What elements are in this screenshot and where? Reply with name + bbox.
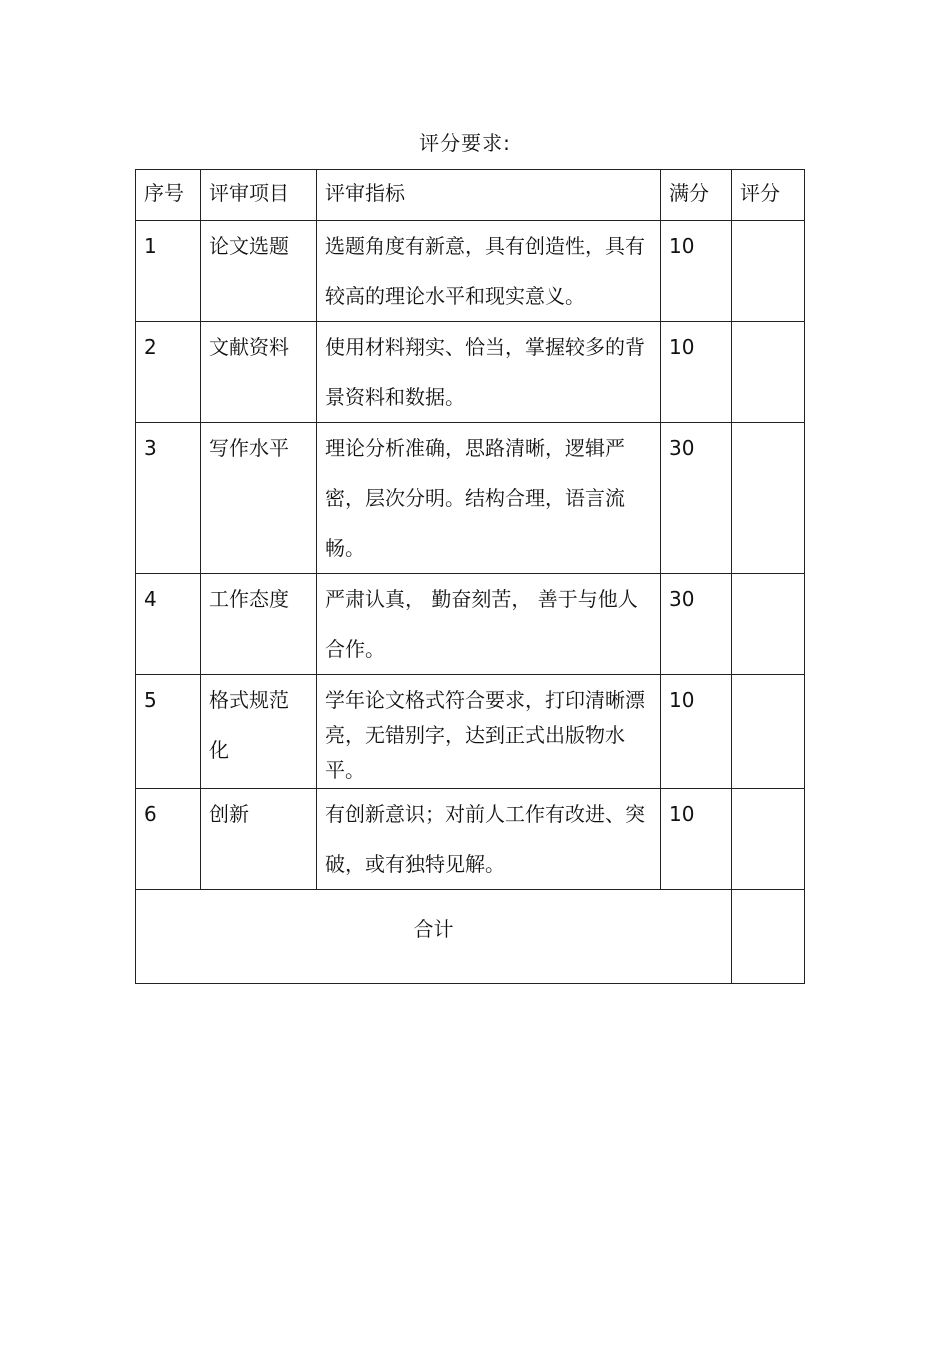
header-score: 评分 xyxy=(732,170,805,221)
row-full-score: 10 xyxy=(661,221,732,322)
table-row xyxy=(136,789,805,890)
row-score-cell[interactable] xyxy=(732,423,805,574)
row-number: 4 xyxy=(136,574,201,675)
row-number: 1 xyxy=(136,221,201,322)
page-title: 评分要求: xyxy=(419,131,511,155)
row-item: 写作水平 xyxy=(201,423,317,574)
row-score-cell[interactable] xyxy=(732,221,805,322)
row-score-cell[interactable] xyxy=(732,675,805,789)
row-item: 论文选题 xyxy=(201,221,317,322)
header-review-indicator: 评审指标 xyxy=(317,170,661,221)
header-full-score: 满分 xyxy=(661,170,732,221)
row-score-cell[interactable] xyxy=(732,322,805,423)
row-item: 工作态度 xyxy=(201,574,317,675)
table-row xyxy=(136,675,805,789)
table-row xyxy=(136,423,805,574)
scoring-table xyxy=(135,169,805,984)
row-item: 创新 xyxy=(201,789,317,890)
table-row xyxy=(136,574,805,675)
row-full-score: 10 xyxy=(661,675,732,789)
row-item: 文献资料 xyxy=(201,322,317,423)
row-indicator: 理论分析准确，思路清晰，逻辑严密，层次分明。结构合理，语言流畅。 xyxy=(317,423,661,574)
row-number: 6 xyxy=(136,789,201,890)
header-number: 序号 xyxy=(136,170,201,221)
row-indicator: 严肃认真， 勤奋刻苦， 善于与他人合作。 xyxy=(317,574,661,675)
row-number: 3 xyxy=(136,423,201,574)
table-row xyxy=(136,221,805,322)
row-score-cell[interactable] xyxy=(732,574,805,675)
row-indicator: 使用材料翔实、恰当，掌握较多的背景资料和数据。 xyxy=(317,322,661,423)
row-number: 5 xyxy=(136,675,201,789)
row-indicator: 学年论文格式符合要求，打印清晰漂亮，无错别字，达到正式出版物水平。 xyxy=(317,675,661,789)
row-score-cell[interactable] xyxy=(732,789,805,890)
row-full-score: 30 xyxy=(661,574,732,675)
row-item: 格式规范化 xyxy=(201,675,317,789)
row-full-score: 30 xyxy=(661,423,732,574)
total-score-cell[interactable] xyxy=(732,890,805,984)
row-indicator: 选题角度有新意，具有创造性，具有较高的理论水平和现实意义。 xyxy=(317,221,661,322)
table-header-row xyxy=(136,170,805,221)
total-row xyxy=(136,890,805,984)
row-full-score: 10 xyxy=(661,789,732,890)
row-full-score: 10 xyxy=(661,322,732,423)
table-row xyxy=(136,322,805,423)
row-indicator: 有创新意识；对前人工作有改进、突破，或有独特见解。 xyxy=(317,789,661,890)
header-review-item: 评审项目 xyxy=(201,170,317,221)
total-label: 合计 xyxy=(136,890,732,984)
row-number: 2 xyxy=(136,322,201,423)
